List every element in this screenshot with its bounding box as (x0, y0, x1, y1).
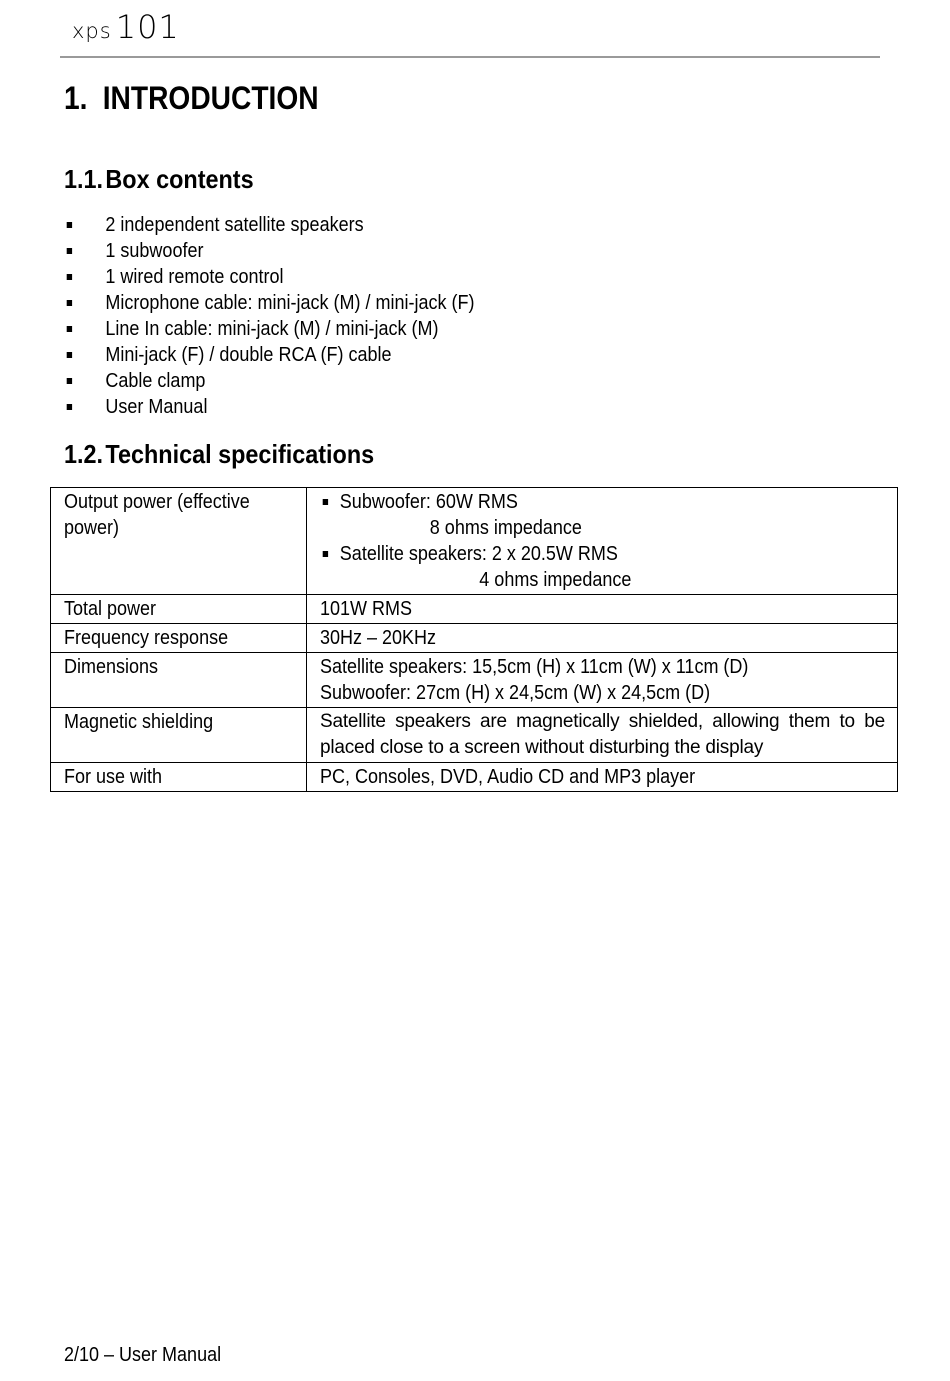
table-row (51, 595, 898, 624)
box-contents-list (64, 212, 520, 420)
subsection-heading-box-contents (64, 164, 254, 195)
header-divider (60, 56, 880, 58)
subsection-heading-technical-specifications (64, 439, 374, 470)
list-item: Line In cable: mini-jack (M) / mini-jack (M) (64, 316, 474, 342)
table-row (51, 708, 898, 763)
bullet-icon (67, 404, 72, 410)
subsection-title: Box contents (105, 164, 254, 194)
list-item: 2 independent satellite speakers (64, 212, 474, 238)
spec-value: Subwoofer: 60W RMS 8 ohms impedance Satellite speakers: 2 x 20.5W RMS 4 ohms impedance (307, 488, 898, 595)
section-heading-introduction (64, 80, 319, 117)
spec-label: Magnetic shielding (51, 708, 307, 763)
spec-value: Satellite speakers are magnetically shielded, allowing them to be placed close to a screen without disturbing the display (307, 708, 898, 763)
bullet-icon (67, 352, 72, 358)
spec-value: 101W RMS (307, 595, 898, 624)
bullet-icon (67, 222, 72, 228)
spec-value: 30Hz – 20KHz (307, 624, 898, 653)
table-row (51, 763, 898, 792)
logo-big-text: 101 (115, 8, 180, 46)
list-item: User Manual (64, 394, 474, 420)
spec-label: Frequency response (51, 624, 307, 653)
bullet-icon (323, 551, 328, 557)
spec-label: Dimensions (51, 653, 307, 708)
table-row (51, 653, 898, 708)
section-number: 1. (64, 80, 88, 116)
subsection-title: Technical specifications (105, 439, 375, 469)
subsection-number: 1.1. (64, 164, 104, 194)
specifications-table (50, 487, 898, 792)
bullet-icon (67, 326, 72, 332)
table-row (51, 624, 898, 653)
bullet-icon (67, 274, 72, 280)
subsection-number: 1.2. (64, 439, 104, 469)
list-item: Mini-jack (F) / double RCA (F) cable (64, 342, 474, 368)
table-row (51, 488, 898, 595)
spec-label: Total power (51, 595, 307, 624)
list-item: Subwoofer: 60W RMS (320, 489, 829, 515)
list-item: Cable clamp (64, 368, 474, 394)
spec-value: Satellite speakers: 15,5cm (H) x 11cm (W) x 11cm (D) Subwoofer: 27cm (H) x 24,5cm (W) x 24,5cm (D) (307, 653, 898, 708)
list-item: Satellite speakers: 2 x 20.5W RMS (320, 541, 829, 567)
spec-label: Output power (effective power) (51, 488, 307, 595)
bullet-icon (323, 499, 328, 505)
xps-101-logo (72, 8, 180, 46)
list-item: 1 subwoofer (64, 238, 474, 264)
spec-label: For use with (51, 763, 307, 792)
list-item: Microphone cable: mini-jack (M) / mini-jack (F) (64, 290, 474, 316)
page-footer: 2/10 – User Manual (64, 1344, 222, 1366)
list-item: 1 wired remote control (64, 264, 474, 290)
bullet-icon (67, 300, 72, 306)
spec-value: PC, Consoles, DVD, Audio CD and MP3 player (307, 763, 898, 792)
logo-small-text: xps (72, 19, 112, 43)
section-title: INTRODUCTION (102, 80, 319, 116)
bullet-icon (67, 378, 72, 384)
bullet-icon (67, 248, 72, 254)
